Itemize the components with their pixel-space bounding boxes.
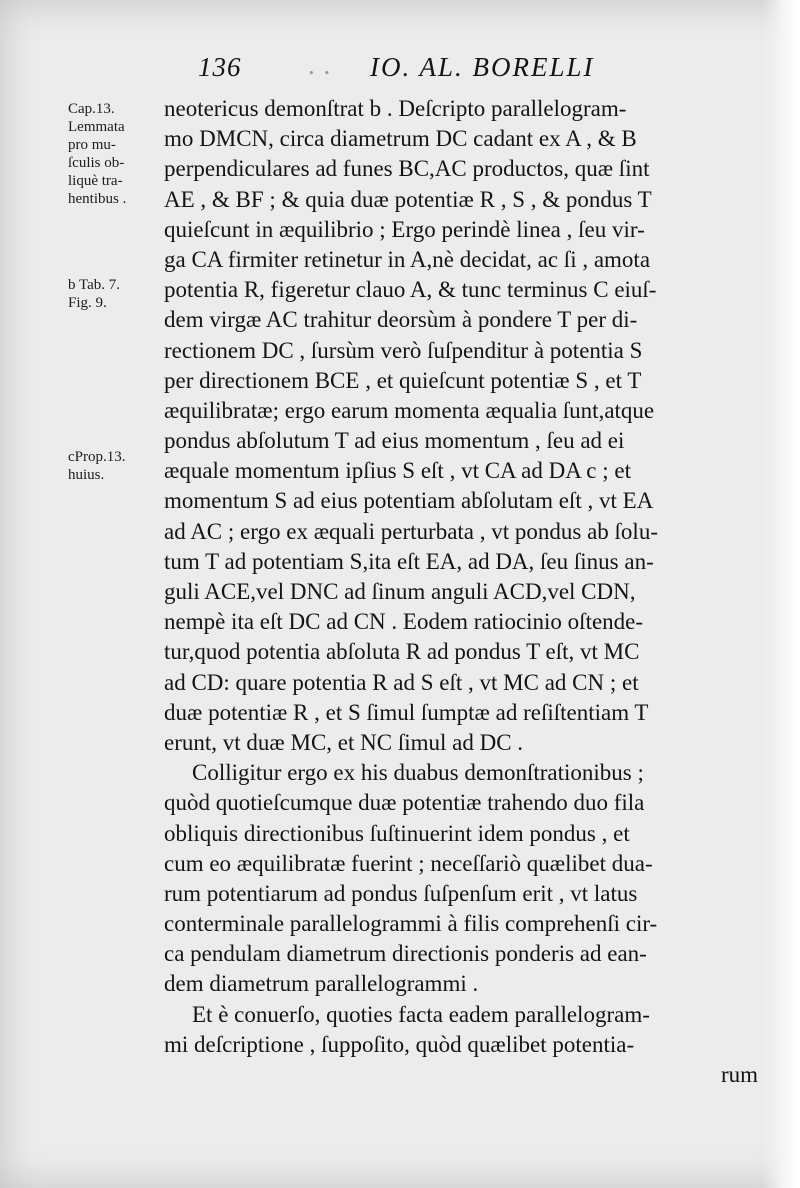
- margin-note-line: liquè tra-: [68, 173, 123, 189]
- running-head: IO. AL. BORELLI: [370, 52, 595, 82]
- margin-note-proposition-ref: [68, 448, 158, 484]
- text-line: ad CD: quare potentia R ad S eſt , vt MC ad CN ; et: [164, 669, 639, 695]
- text-line: neotericus demonſtrat b . Deſcripto parallelogram-: [164, 96, 627, 121]
- text-line: guli ACE,vel DNC ad ſinum anguli ACD,vel CDN,: [164, 579, 636, 604]
- text-line: AE , & BF ; & quia duæ potentiæ R , S , & pondus T: [164, 186, 652, 212]
- text-line: ad AC ; ergo ex æquali perturbata , vt pondus ab ſolu-: [164, 518, 658, 544]
- margin-note-line: huius.: [68, 467, 105, 483]
- text-line: duæ potentiæ R , et S ſimul ſumptæ ad reſiſtentiam T: [164, 699, 649, 725]
- text-line: erunt, vt duæ MC, et NC ſimul ad DC .: [164, 729, 524, 755]
- text-line: conterminale parallelogrammi à filis comprehenſi cir-: [164, 911, 658, 937]
- catchword: rum: [720, 1062, 758, 1087]
- page-number: 136: [198, 52, 242, 82]
- text-line: quieſcunt in æquilibrio ; Ergo perindè linea , ſeu vir-: [164, 216, 645, 242]
- text-line: ca pendulam diametrum directionis ponderis ad ean-: [164, 941, 647, 967]
- text-line: æquale momentum ipſius S eſt , vt CA ad DA c ; et: [164, 458, 631, 484]
- text-line: rum potentiarum ad pondus ſuſpenſum erit , vt latus: [164, 880, 638, 906]
- margin-note-line: pro mu-: [68, 137, 116, 153]
- body-text: [164, 94, 772, 1090]
- margin-note-line: Cap.13.: [68, 101, 115, 117]
- text-line: dem virgæ AC trahitur deorsùm à pondere T per di-: [164, 307, 638, 333]
- text-line: tur,quod potentia abſoluta R ad pondus T eſt, vt MC: [164, 639, 640, 665]
- text-line: nempè ita eſt DC ad CN . Eodem ratiocinio oſtende-: [164, 609, 644, 635]
- margin-note-line: b Tab. 7.: [68, 277, 121, 293]
- paragraph-start-line: Et è conuerſo, quoties facta eadem parallelogram-: [192, 1001, 650, 1027]
- margin-note-line: hentibus .: [68, 191, 127, 207]
- margin-note-line: Lemmata: [68, 119, 125, 135]
- page-header: [198, 52, 618, 88]
- text-line: potentia R, figeretur clauo A, & tunc terminus C eiuſ-: [164, 277, 657, 303]
- text-line: momentum S ad eius potentiam abſolutam eſt , vt EA: [164, 488, 654, 514]
- text-line: perpendiculares ad funes BC,AC productos, quæ ſint: [164, 156, 650, 182]
- text-line: tum T ad potentiam S,ita eſt EA, ad DA, ſeu ſinus an-: [164, 548, 654, 574]
- margin-note-chapter: [68, 100, 158, 208]
- text-line: quòd quotieſcumque duæ potentiæ trahendo duo fila: [164, 790, 645, 816]
- text-line: æquilibratæ; ergo earum momenta æqualia ſunt,atque: [164, 397, 655, 423]
- text-line: per directionem BCE , et quieſcunt potentiæ S , et T: [164, 367, 642, 393]
- header-dots: . .: [308, 50, 332, 80]
- text-line: cum eo æquilibratæ fuerint ; neceſſariò quælibet dua-: [164, 850, 653, 876]
- paragraph-start-line: Colligitur ergo ex his duabus demonſtrationibus ;: [192, 760, 644, 786]
- text-line: ga CA firmiter retinetur in A,nè decidat, ac ſi , amota: [164, 246, 651, 272]
- margin-note-line: cProp.13.: [68, 449, 126, 465]
- margin-note-figure-ref: [68, 276, 158, 312]
- text-line: rectionem DC , ſursùm verò ſuſpenditur à potentia S: [164, 337, 643, 363]
- margin-note-line: Fig. 9.: [68, 295, 107, 311]
- text-line: mo DMCN, circa diametrum DC cadant ex A , & B: [164, 126, 637, 152]
- text-line: mi deſcriptione , ſuppoſito, quòd quælibet potentia-: [164, 1031, 635, 1057]
- margin-note-line: ſculis ob-: [68, 155, 125, 171]
- text-line: pondus abſolutum T ad eius momentum , ſeu ad ei: [164, 428, 625, 454]
- text-line: dem diametrum parallelogrammi .: [164, 971, 479, 997]
- text-line: obliquis directionibus ſuſtinuerint idem pondus , et: [164, 820, 630, 846]
